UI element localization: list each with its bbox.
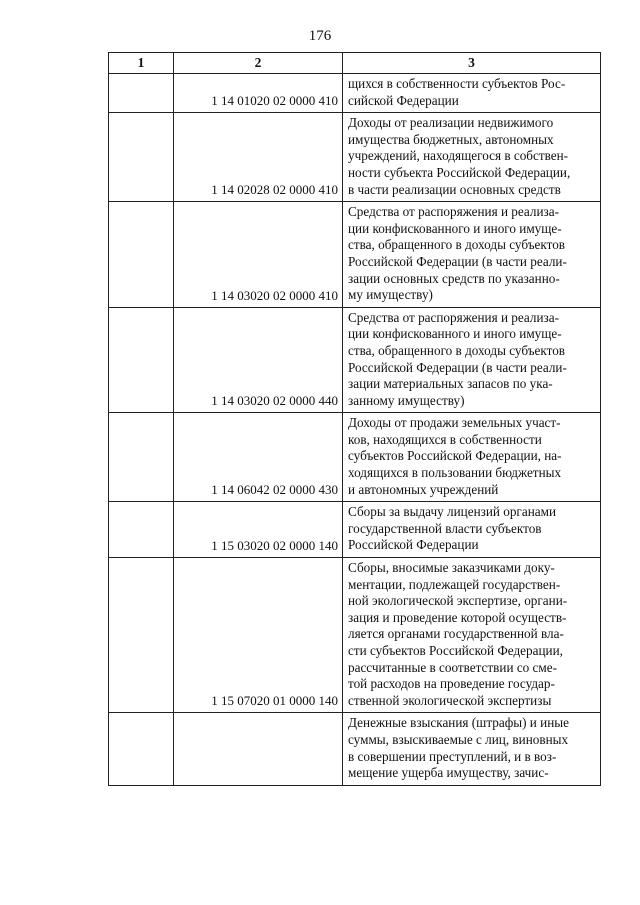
description-line: щихся в собственности субъектов Рос-: [348, 76, 566, 91]
description-line: Сборы за выдачу лицензий органами: [348, 504, 557, 520]
table-row: [109, 502, 601, 558]
description-line: Российской Федерации (в части реали-: [348, 359, 567, 375]
table-row: [109, 558, 601, 713]
table-row: [109, 74, 601, 113]
description-line: в совершении преступлений, и в воз-: [348, 748, 557, 764]
column-header-3: 3: [343, 53, 601, 74]
column-header-2: 2: [174, 53, 343, 74]
description-line: зации основных средств по указанно-: [348, 270, 560, 286]
description-line: му имуществу): [348, 287, 433, 303]
description-line: сийской Федерации: [348, 92, 459, 108]
row-number-cell: [109, 202, 174, 308]
description-line: мещение ущерба имуществу, зачис-: [348, 765, 549, 781]
table-row: [109, 413, 601, 502]
row-number-cell: [109, 74, 174, 113]
revenue-code-cell: 1 14 03020 02 0000 440: [174, 307, 343, 413]
description-cell: [343, 558, 601, 713]
table-header-row: [109, 53, 601, 74]
revenue-code-cell: 1 15 07020 01 0000 140: [174, 558, 343, 713]
description-line: ции конфискованного и иного имуще-: [348, 220, 562, 236]
table-row: [109, 307, 601, 413]
description-cell: [343, 307, 601, 413]
description-line: зации материальных запасов по ука-: [348, 376, 553, 392]
description-line: в части реализации основных средств: [348, 181, 561, 197]
description-line: занному имуществу): [348, 392, 465, 408]
table-row: [109, 113, 601, 202]
row-number-cell: [109, 713, 174, 785]
row-number-cell: [109, 113, 174, 202]
row-number-cell: [109, 558, 174, 713]
description-line: ственной экологической экспертизы: [348, 692, 552, 708]
description-line: Средства от распоряжения и реализа-: [348, 204, 559, 220]
description-line: Сборы, вносимые заказчиками доку-: [348, 560, 555, 576]
revenue-code-cell: 1 14 02028 02 0000 410: [174, 113, 343, 202]
description-line: рассчитанные в соответствии со сме-: [348, 659, 558, 675]
description-line: Средства от распоряжения и реализа-: [348, 309, 559, 325]
description-line: зация и проведение которой осуществ-: [348, 609, 567, 625]
description-line: ства, обращенного в доходы субъектов: [348, 237, 566, 253]
revenue-code-cell: [174, 713, 343, 785]
description-line: субъектов Российской Федерации, на-: [348, 448, 562, 464]
page-number: 176: [308, 28, 332, 44]
description-line: суммы, взыскиваемые с лиц, виновных: [348, 731, 569, 747]
revenue-code-cell: 1 14 06042 02 0000 430: [174, 413, 343, 502]
revenue-code-cell: 1 14 03020 02 0000 410: [174, 202, 343, 308]
description-line: сти субъектов Российской Федерации,: [348, 643, 563, 658]
description-line: и автономных учреждений: [348, 481, 499, 497]
description-line: ляется органами государственной вла-: [348, 626, 564, 642]
description-cell: [343, 113, 601, 202]
description-line: учреждений, находящегося в собствен-: [348, 148, 569, 164]
table-row: [109, 202, 601, 308]
description-line: Российской Федерации: [348, 537, 479, 553]
description-line: ходящихся в пользовании бюджетных: [348, 465, 562, 481]
row-number-cell: [109, 307, 174, 413]
description-cell: [343, 502, 601, 558]
row-number-cell: [109, 413, 174, 502]
row-number-cell: [109, 502, 174, 558]
description-line: ной экологической экспертизе, органи-: [348, 593, 568, 609]
description-line: ков, находящихся в собственности: [348, 431, 542, 447]
description-line: той расходов на проведение государ-: [348, 676, 555, 692]
description-line: Доходы от реализации недвижимого: [348, 115, 554, 131]
description-line: имущества бюджетных, автономных: [348, 131, 554, 147]
description-line: ства, обращенного в доходы субъектов: [348, 342, 566, 358]
description-cell: [343, 713, 601, 785]
table-body: [109, 74, 601, 786]
description-line: Российской Федерации (в части реали-: [348, 253, 567, 269]
description-line: государственной власти субъектов: [348, 520, 542, 536]
revenue-codes-table: [108, 52, 601, 786]
revenue-code-cell: 1 14 01020 02 0000 410: [174, 74, 343, 113]
revenue-code-cell: 1 15 03020 02 0000 140: [174, 502, 343, 558]
table-row: [109, 713, 601, 785]
description-line: ментации, подлежащей государствен-: [348, 576, 561, 592]
description-cell: [343, 74, 601, 113]
description-cell: [343, 202, 601, 308]
description-line: Доходы от продажи земельных участ-: [348, 415, 561, 431]
description-cell: [343, 413, 601, 502]
description-line: ности субъекта Российской Федерации,: [348, 164, 571, 180]
description-line: Денежные взыскания (штрафы) и иные: [348, 715, 569, 731]
column-header-1: 1: [109, 53, 174, 74]
description-line: ции конфискованного и иного имуще-: [348, 326, 562, 342]
